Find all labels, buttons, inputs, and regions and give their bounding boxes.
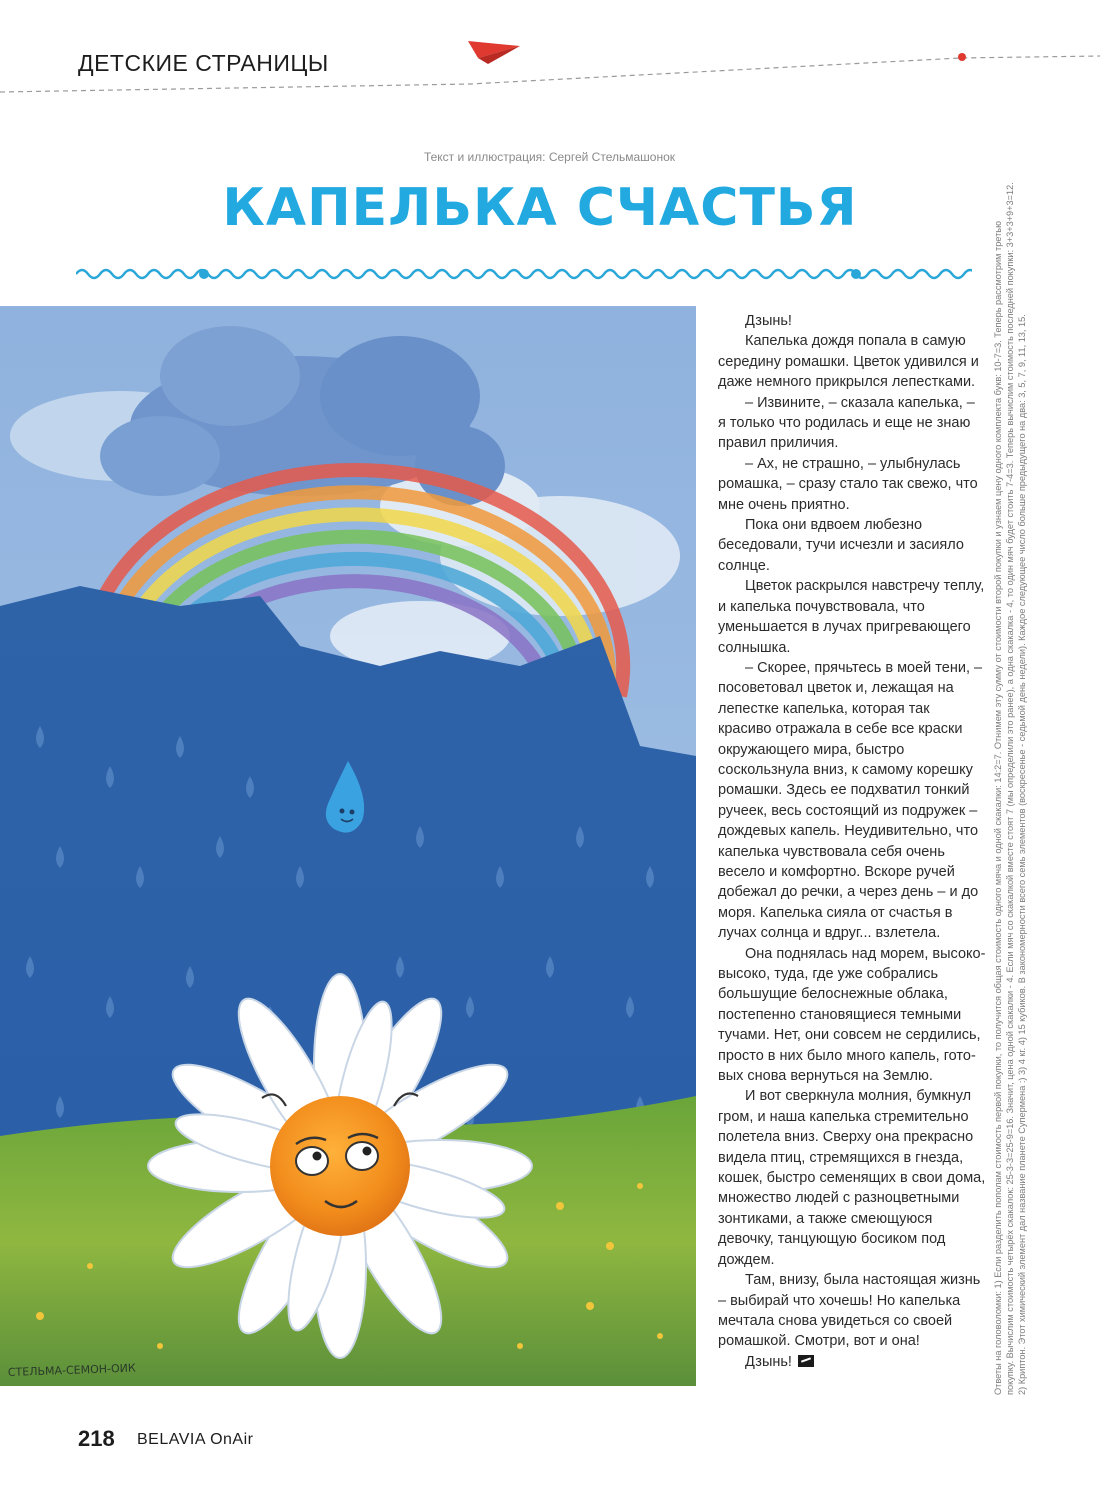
story-paragraph: Капелька дождя попала в самую середину ромашки. Цветок удивился и даже немного прикрылся лепестками.: [718, 333, 979, 391]
story-paragraph: Там, внизу, была настоящая жизнь – выбирай что хочешь! Но капелька мечтала снова увидеться со своей ромашкой. Смотри, вот и она!: [718, 1272, 981, 1350]
paper-plane-icon: [468, 41, 520, 64]
section-title: ДЕТСКИЕ СТРАНИЦЫ: [78, 50, 329, 76]
story-paragraph: – Извините, – сказала капелька, – я только что родилась и еще не знаю правил приличия.: [718, 394, 975, 452]
end-of-story-icon: [798, 1355, 814, 1367]
story-last-line-text: Дзынь!: [745, 1353, 792, 1370]
story-last-line: [718, 1352, 986, 1372]
wave-divider: [76, 262, 972, 286]
story-paragraph: – Скорее, прячьтесь в моей тени, – посоветовал цветок и, лежащая на лепестке капелька, которая так красиво отражала в себе все краски окружающего мира, быстро соскользнула вниз, к самому корешку ромашки. Здесь ее подхватил тонкий ручеек, весь состоящий из подружек – дождевых капель. Неудивительно, что капелька чувствовала себя очень весело и комфортно. Вскоре ручей добежал до речки, а через день – и до моря. Капелька сияла от счастья в лучах солнца и вдруг... взлетела.: [718, 659, 983, 942]
artist-signature: СТЕЛЬМА-СЕМОН-ОИК: [7, 1361, 136, 1379]
story-illustration: [0, 306, 696, 1386]
story-paragraph: – Ах, не страшно, – улыбнулась ромашка, – сразу стало так свежо, что мне очень приятно.: [718, 455, 978, 513]
story-paragraph: Цветок раскрылся навстречу теплу, и капелька почувствовала, что уменьшается в лучах пригревающего солнышка.: [718, 578, 985, 656]
puzzle-answers: [992, 125, 1042, 1395]
story-paragraph: Пока они вдвоем любезно беседовали, тучи исчезли и засияло солнце.: [718, 517, 964, 574]
magazine-name: BELAVIA OnAir: [137, 1431, 254, 1448]
answers-line: покупку. Вычислим стоимость четырёх скакалок: 25-3-3=25-9=16. Значит, цена одной скакалки - 4. Если мяч со скакалкой вместе стоят 7 (мы определили это ранее), а одна скакалка - 4, то один мяч будет стоить 7-4=3. Теперь вычислим стоимость последней покупки: 3+3+3+9+3=12.: [1005, 182, 1016, 1395]
answers-line: 2) Криптон. Этот химический элемент дал название планете Супермена :) 3) 4 кг. 4) 15 кубиков. В закономерности всего семь элементов (воскресенье - седьмой день недели). Каждое следующее число больше предыдущего на два: 3, 5, 7, 9, 11, 13, 15.: [1017, 314, 1028, 1395]
rule-dot: [958, 53, 966, 61]
story-paragraph: Она поднялась над морем, высоко-высоко, туда, где уже собрались большущие белоснежные облака, постепенно становящиеся темными тучами. Нет, они совсем не сердились, просто в них было много капель, готовых снова вернуться на Землю.: [718, 945, 986, 1085]
page-number: 218: [78, 1426, 115, 1451]
header-dashed-rule: [0, 38, 1109, 100]
story-text: [718, 311, 986, 1372]
article-title: КАПЕЛЬКА СЧАСТЬЯ: [222, 178, 858, 238]
article-credits: Текст и иллюстрация: Сергей Стельмашонок: [423, 150, 676, 164]
story-paragraph: И вот сверкнула молния, бумкнул гром, и наша капелька стремительно полетела вниз. Сверху она прекрасно видела птиц, стремящихся в гнезда, кошек, быстро семенящих в свои дома, множество людей с разноцветными зонтиками, а также смеющуюся девочку, танцующую босиком под дождем.: [718, 1088, 986, 1268]
story-paragraph: Дзынь!: [745, 313, 792, 329]
answers-line: Ответы на головоломки: 1) Если разделить пополам стоимость первой покупки, то получится общая стоимость одного мяча и одной скакалки: 14:2=7. Отнимем эту сумму от стоимости второй покупки и узнаем цену одного комплекта букв: 10-7=3. Теперь рассмотрим третью: [993, 221, 1003, 1395]
